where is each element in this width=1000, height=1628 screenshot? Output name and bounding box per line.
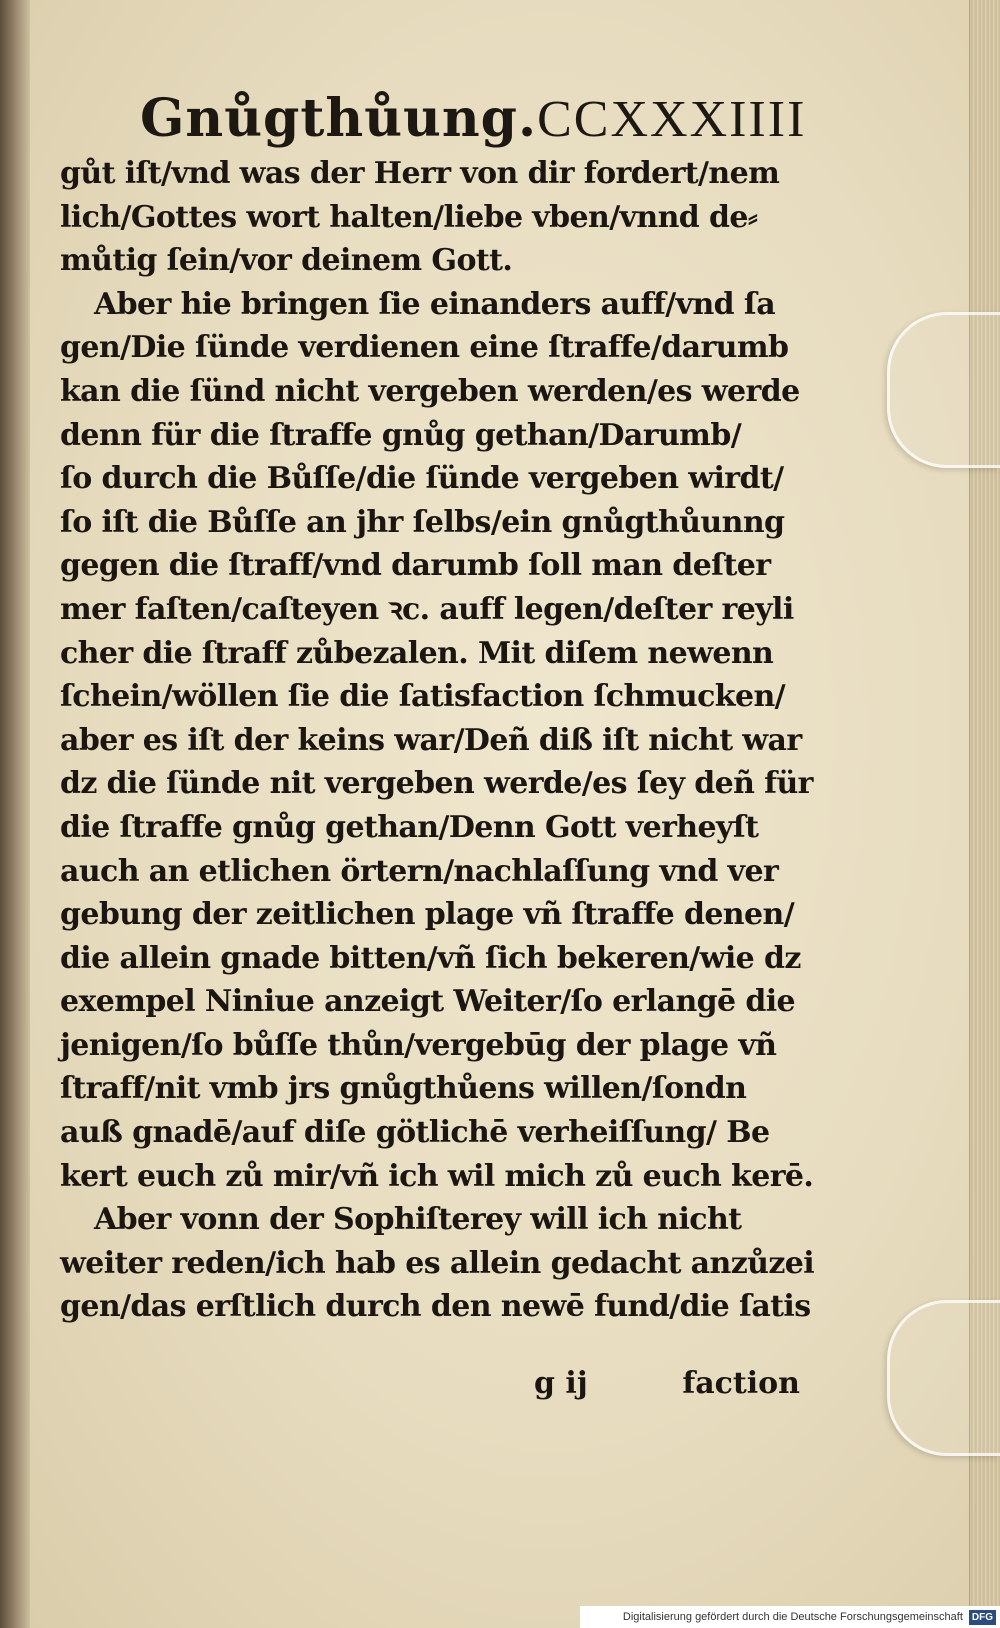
- text-line: gůt iſt/vnd was der Herr von dir fordert/nem: [60, 156, 780, 191]
- text-line: aber es iſt der keins war/Deñ diß iſt nicht war: [60, 722, 802, 758]
- binding-gutter: [0, 0, 30, 1628]
- folio-number: CCXXXIIII: [537, 91, 807, 148]
- running-head: [140, 88, 807, 149]
- text-line: kert euch zů mir/vñ ich wil mich zů euch kerē.: [60, 1158, 814, 1194]
- text-line: gegen die ſtraff/vnd darumb ſoll man deſter: [60, 548, 771, 584]
- text-line: weiter reden/ich hab es allein gedacht anzůzei: [60, 1245, 815, 1281]
- body-text: [60, 152, 815, 1329]
- text-line: Aber vonn der Sophiſterey will ich nicht: [94, 1202, 742, 1238]
- text-line: exempel Niniue anzeigt Weiter/ſo erlangē die: [60, 984, 796, 1020]
- text-line: můtig ſein/vor deinem Gott.: [60, 243, 513, 279]
- text-line: jenigen/ſo bůſſe thůn/vergebūg der plage vñ: [60, 1027, 777, 1063]
- page-clip-top: [887, 312, 1000, 468]
- text-line: denn für die ſtraffe gnůg gethan/Darumb/: [60, 417, 742, 453]
- text-line: gebung der zeitlichen plage vñ ſtraffe denen/: [60, 897, 795, 933]
- text-line: mer faſten/caſteyen ꝛc. auff legen/deſter reyli: [60, 591, 794, 627]
- text-line: ſchein/wöllen ſie die ſatisfaction ſchmucken/: [60, 679, 786, 715]
- page-footer: [60, 1366, 800, 1416]
- text-line: auß gnadē/auf diſe götlichē verheiſſung/ Be: [60, 1115, 770, 1151]
- digitization-credit-bar: [580, 1606, 1000, 1628]
- text-line: lich/Gottes wort halten/liebe vben/vnnd de⸗: [60, 199, 758, 235]
- page-clip-bottom: [887, 1300, 1000, 1456]
- text-line: Aber hie bringen ſie einanders auff/vnd ſa: [94, 286, 776, 322]
- text-line: ſo durch die Bůſſe/die ſünde vergeben wirdt/: [60, 461, 784, 497]
- text-line: die ſtraffe gnůg gethan/Denn Gott verheyſt: [60, 809, 759, 845]
- running-title: Gnůgthůung.: [140, 88, 538, 149]
- text-line: ſtraff/nit vmb jrs gnůgthůens willen/ſondn: [60, 1071, 747, 1107]
- digitization-credit-text: Digitalisierung gefördert durch die Deutsche Forschungsgemeinschaft: [622, 1611, 963, 1623]
- text-line: die allein gnade bitten/vñ ſich bekeren/wie dz: [60, 940, 801, 976]
- text-line: cher die ſtraff zůbezalen. Mit diſem newenn: [60, 635, 774, 671]
- signature-mark: g ij: [534, 1366, 588, 1401]
- text-line: kan die ſünd nicht vergeben werden/es werde: [60, 373, 800, 409]
- text-line: gen/das erſtlich durch den newē fund/die ſatis: [60, 1289, 811, 1325]
- text-line: ſo iſt die Bůſſe an jhr ſelbs/ein gnůgthůunng: [60, 504, 785, 540]
- dfg-logo: DFG: [969, 1610, 996, 1625]
- text-line: gen/Die ſünde verdienen eine ſtraffe/darumb: [60, 330, 789, 366]
- text-line: auch an etlichen örtern/nachlaſſung vnd ver: [60, 853, 779, 889]
- catchword: faction: [682, 1366, 800, 1401]
- text-line: dz die ſünde nit vergeben werde/es ſey deñ für: [60, 766, 813, 802]
